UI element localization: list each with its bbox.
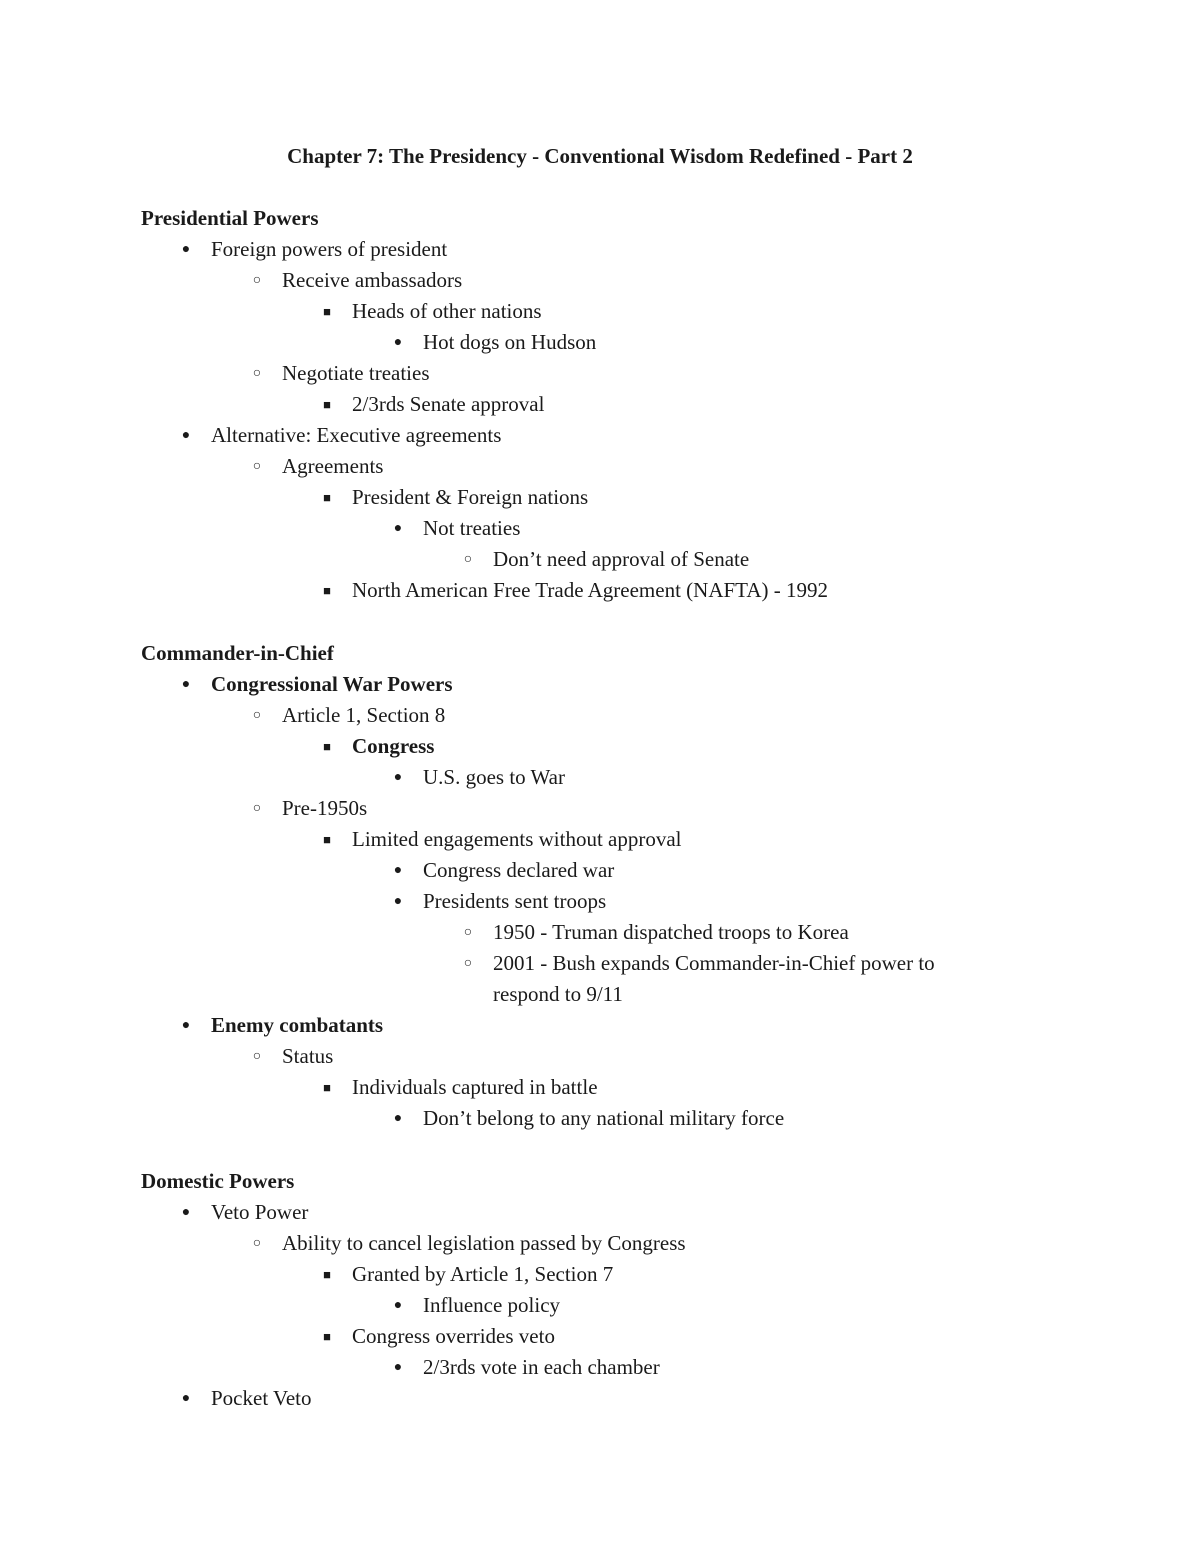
circle-bullet-icon — [247, 1228, 267, 1259]
list-item: ○ 2001 - Bush expands Commander-in-Chief power to — [493, 948, 935, 979]
square-bullet-icon — [317, 575, 337, 607]
disc-bullet-icon — [388, 1290, 408, 1321]
disc-bullet-icon — [388, 855, 408, 886]
disc-bullet-icon — [176, 1197, 196, 1228]
list-item: ○ Pre-1950s — [282, 793, 367, 824]
list-item: ● Congressional War Powers — [211, 669, 453, 700]
circle-bullet-icon — [247, 358, 267, 389]
list-item: ○ Don’t need approval of Senate — [493, 544, 749, 575]
list-item: ○ Status — [282, 1041, 333, 1072]
circle-bullet-icon — [247, 1041, 267, 1072]
list-item: ■ Congress — [352, 731, 434, 762]
list-item: ● Not treaties — [423, 513, 520, 544]
list-item: ● Presidents sent troops — [423, 886, 606, 917]
list-item-continuation: respond to 9/11 — [493, 982, 623, 1006]
section-heading-domestic-powers: Domestic Powers — [141, 1169, 295, 1193]
list-item: ■ President & Foreign nations — [352, 482, 588, 513]
square-bullet-icon — [317, 1072, 337, 1104]
circle-bullet-icon — [458, 948, 478, 979]
list-item: ● Hot dogs on Hudson — [423, 327, 596, 358]
square-bullet-icon — [317, 731, 337, 763]
list-item: ○ Negotiate treaties — [282, 358, 430, 389]
square-bullet-icon — [317, 1259, 337, 1291]
document-title: Chapter 7: The Presidency - Conventional Wisdom Redefined - Part 2 — [287, 144, 913, 168]
list-item: ● Enemy combatants — [211, 1010, 383, 1041]
list-item: ● Foreign powers of president — [211, 234, 447, 265]
square-bullet-icon — [317, 296, 337, 328]
list-item: ■ Granted by Article 1, Section 7 — [352, 1259, 613, 1290]
list-item: ● Veto Power — [211, 1197, 308, 1228]
disc-bullet-icon — [176, 1010, 196, 1041]
disc-bullet-icon — [176, 669, 196, 700]
list-item: ■ Heads of other nations — [352, 296, 542, 327]
circle-bullet-icon — [458, 917, 478, 948]
disc-bullet-icon — [176, 234, 196, 265]
circle-bullet-icon — [247, 265, 267, 296]
list-item: ■ North American Free Trade Agreement (NAFTA) - 1992 — [352, 575, 828, 606]
square-bullet-icon — [317, 1321, 337, 1353]
disc-bullet-icon — [388, 1103, 408, 1134]
list-item: ○ Ability to cancel legislation passed by Congress — [282, 1228, 686, 1259]
circle-bullet-icon — [247, 451, 267, 482]
list-item: ○ Agreements — [282, 451, 383, 482]
section-heading-commander-in-chief: Commander-in-Chief — [141, 641, 334, 665]
disc-bullet-icon — [388, 1352, 408, 1383]
disc-bullet-icon — [176, 1383, 196, 1414]
square-bullet-icon — [317, 482, 337, 514]
disc-bullet-icon — [388, 762, 408, 793]
disc-bullet-icon — [388, 327, 408, 358]
disc-bullet-icon — [388, 513, 408, 544]
section-heading-presidential-powers: Presidential Powers — [141, 206, 319, 230]
circle-bullet-icon — [247, 793, 267, 824]
list-item: ■ Individuals captured in battle — [352, 1072, 598, 1103]
list-item: ■ Limited engagements without approval — [352, 824, 682, 855]
square-bullet-icon — [317, 389, 337, 421]
list-item: ○ Receive ambassadors — [282, 265, 462, 296]
list-item: ■ 2/3rds Senate approval — [352, 389, 544, 420]
square-bullet-icon — [317, 824, 337, 856]
list-item: ○ Article 1, Section 8 — [282, 700, 445, 731]
list-item: ■ Congress overrides veto — [352, 1321, 555, 1352]
list-item: ● Don’t belong to any national military force — [423, 1103, 784, 1134]
list-item: ○ 1950 - Truman dispatched troops to Korea — [493, 917, 849, 948]
list-item: ● U.S. goes to War — [423, 762, 565, 793]
list-item: ● Influence policy — [423, 1290, 560, 1321]
list-item: ● Congress declared war — [423, 855, 614, 886]
list-item: ● 2/3rds vote in each chamber — [423, 1352, 660, 1383]
circle-bullet-icon — [247, 700, 267, 731]
list-item: ● Pocket Veto — [211, 1383, 312, 1414]
circle-bullet-icon — [458, 544, 478, 575]
list-item: ● Alternative: Executive agreements — [211, 420, 501, 451]
disc-bullet-icon — [176, 420, 196, 451]
disc-bullet-icon — [388, 886, 408, 917]
